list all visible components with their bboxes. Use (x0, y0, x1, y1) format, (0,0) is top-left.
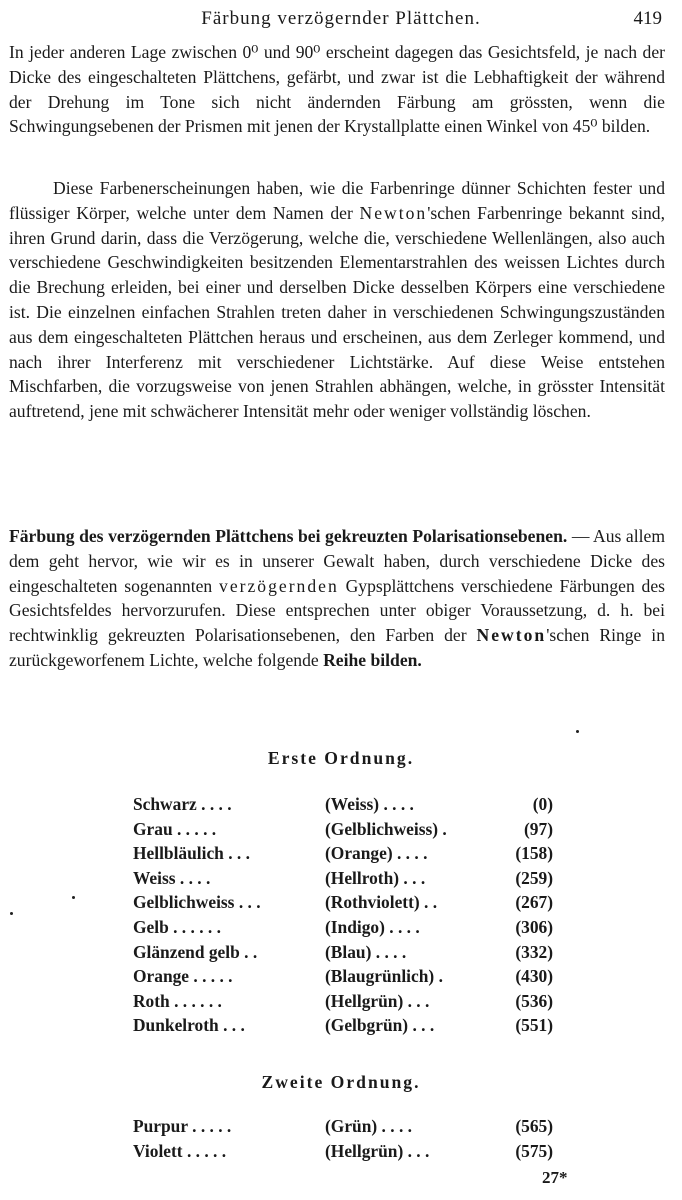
wavelength-value: (306) (515, 916, 553, 937)
paragraph-3-text-c: 'schen Ringe in zurückgeworfenem Lichte, welche folgende (9, 625, 665, 670)
table-row (133, 794, 553, 819)
color-name: Weiss (133, 867, 176, 888)
paragraph-3-text-a: — Aus allem dem geht hervor, wie wir es in unserer Gewalt haben, durch verschiedene Dicke des eingeschalteten sogenannten (9, 526, 666, 596)
print-speck (10, 912, 13, 915)
leader-dots: . . . . . (176, 818, 217, 839)
table-row (133, 966, 553, 991)
wavelength-value: (536) (515, 990, 553, 1011)
wavelength-value: (259) (515, 867, 553, 888)
leader-dots: . . . (228, 843, 250, 864)
wavelength-value: (267) (515, 892, 553, 913)
leader-dots: . . . (412, 1015, 435, 1036)
wavelength-value: (97) (524, 818, 553, 839)
color-name: Grau (133, 818, 173, 839)
leader-dots: . . (424, 892, 438, 913)
page-number: 419 (633, 8, 662, 29)
table-row (133, 843, 553, 868)
complement-color: (Hellgrün) (325, 990, 404, 1011)
leader-dots: . . . . . . (174, 990, 222, 1011)
paragraph-2 (9, 176, 665, 424)
table-row (133, 917, 553, 942)
paragraph-1-text: In jeder anderen Lage zwischen 0⁰ und 90⁰ erscheint dagegen das Gesichtsfeld, je nach der Dicke des eingeschalteten Plättchens, gefärbt, und zwar ist die Lebhaftigkeit der während der Drehung im Tone sich nicht ändernden Färbung am grössten, wenn die Schwingungsebenen der Prismen mit jenen der Krystallplatte einen Winkel von 45⁰ bilden. (9, 42, 665, 137)
leader-dots: . . . . . . (173, 916, 221, 937)
second-order-heading: Zweite Ordnung. (261, 1072, 421, 1092)
leader-dots: . . . (403, 867, 426, 888)
color-name: Gelb (133, 916, 169, 937)
wavelength-value: (551) (515, 1015, 553, 1036)
leader-dots: . . . . (389, 916, 420, 937)
complement-color: (Orange) (325, 843, 393, 864)
leader-dots: . . . . (396, 843, 428, 864)
leader-dots: . . . . . (186, 1140, 227, 1161)
leader-dots: . . . . . (192, 1116, 232, 1136)
emphasis-verzoegernden: verzögernden (219, 575, 339, 596)
running-title: Färbung verzögernder Plättchen. (201, 8, 481, 29)
paragraph-2-text-b: 'schen Farbenringe bekannt sind, ihren Grund darin, dass die Verzögerung, welche die, verschiedene Wellenlängen, also auch verschiedene Geschwindigkeiten besitzenden Elementarstrahlen des weissen Lichtes durch die Brechung erleiden, bei einer und derselben Dicke desselben Körpers eine verschiedene ist. Die einzelnen einfachen Strahlen treten daher in verschiedenen Schwingungszuständen aus dem eingeschalteten Plättchen heraus und erscheinen, aus dem Zerleger kommend, und nach ihrer Interferenz mit verschiedener Lichtstärke. Auf diese Weise entstehen Mischfarben, die vorzugsweise von jenen Strahlen abhängen, welche, in grösster Intensität auftretend, jene mit schwächerer Intensität mehr oder weniger vollständig löschen. (9, 202, 665, 422)
print-speck (72, 896, 75, 899)
wavelength-value: (0) (532, 794, 553, 814)
newton-name: Newton (359, 202, 428, 223)
leader-dots: . . . . (383, 794, 414, 814)
table-row (133, 892, 553, 917)
wavelength-value: (575) (515, 1140, 553, 1161)
leader-dots: . (438, 966, 443, 987)
color-name: Orange (133, 966, 190, 987)
second-order-table (133, 1116, 553, 1165)
leader-dots: . . . (223, 1015, 245, 1036)
signature-mark: 27* (542, 1168, 568, 1187)
color-name: Dunkelroth (133, 1015, 219, 1036)
leader-dots: . . . . . (193, 966, 233, 987)
leader-dots: . . . . (381, 1116, 412, 1136)
leader-dots: . . . . (375, 941, 407, 962)
complement-color: (Blaugrünlich) (325, 966, 435, 987)
table-row (133, 942, 553, 967)
leader-dots: . . . (407, 990, 430, 1011)
table-row (133, 1141, 553, 1166)
color-name: Purpur (133, 1116, 188, 1136)
color-name: Hellbläulich (133, 843, 224, 864)
complement-color: (Indigo) (325, 916, 385, 937)
table-row (133, 991, 553, 1016)
leader-dots: . (442, 818, 447, 839)
table-row (133, 868, 553, 893)
color-name: Glänzend gelb (133, 941, 240, 962)
leader-dots: . . . (407, 1140, 430, 1161)
first-order-heading: Erste Ordnung. (267, 748, 415, 768)
color-name: Gelblichweiss (133, 892, 235, 913)
complement-color: (Weiss) (325, 794, 380, 814)
complement-color: (Grün) (325, 1116, 378, 1136)
leader-dots: . . . . (201, 794, 232, 814)
paragraph-2-text-a: Diese Farbenerscheinungen haben, wie die Farbenringe dünner Schichten fester und flüssiger Körper, welche unter dem Namen der (9, 178, 665, 223)
page-header (0, 8, 682, 34)
paragraph-3 (9, 524, 665, 673)
color-name: Violett (133, 1140, 183, 1161)
leader-dots: . . . . (179, 867, 211, 888)
complement-color: (Hellgrün) (325, 1140, 404, 1161)
print-speck (576, 730, 579, 733)
color-name: Schwarz (133, 794, 197, 814)
leader-dots: . . (244, 941, 258, 962)
paragraph-1 (9, 40, 665, 139)
first-order-table (133, 794, 553, 1040)
newton-name-2: Newton (476, 625, 547, 646)
wavelength-value: (430) (515, 966, 553, 987)
complement-color: (Hellroth) (325, 867, 400, 888)
wavelength-value: (158) (515, 843, 553, 864)
paragraph-3-text-b: Gypsplättchens verschiedene Färbungen des Gesichtsfeldes hervorzurufen. Diese entsprechen unter obiger Voraussetzung, d. h. bei rechtwinklig gekreuzten Polarisationsebenen, den Farben der (9, 575, 666, 646)
wavelength-value: (332) (515, 941, 553, 962)
color-name: Roth (133, 990, 170, 1011)
table-row (133, 1116, 553, 1141)
complement-color: (Blau) (325, 941, 372, 962)
wavelength-value: (565) (515, 1116, 553, 1136)
section-run-in-heading: Färbung des verzögernden Plättchens bei gekreuzten Polarisationsebenen. (9, 526, 568, 546)
complement-color: (Gelbgrün) (325, 1015, 409, 1036)
complement-color: (Gelblichweiss) (325, 818, 439, 839)
leader-dots: . . . (238, 892, 261, 913)
complement-color: (Rothviolett) (325, 892, 420, 913)
table-row (133, 819, 553, 844)
paragraph-3-end: Reihe bilden. (323, 649, 422, 670)
table-row (133, 1015, 553, 1040)
